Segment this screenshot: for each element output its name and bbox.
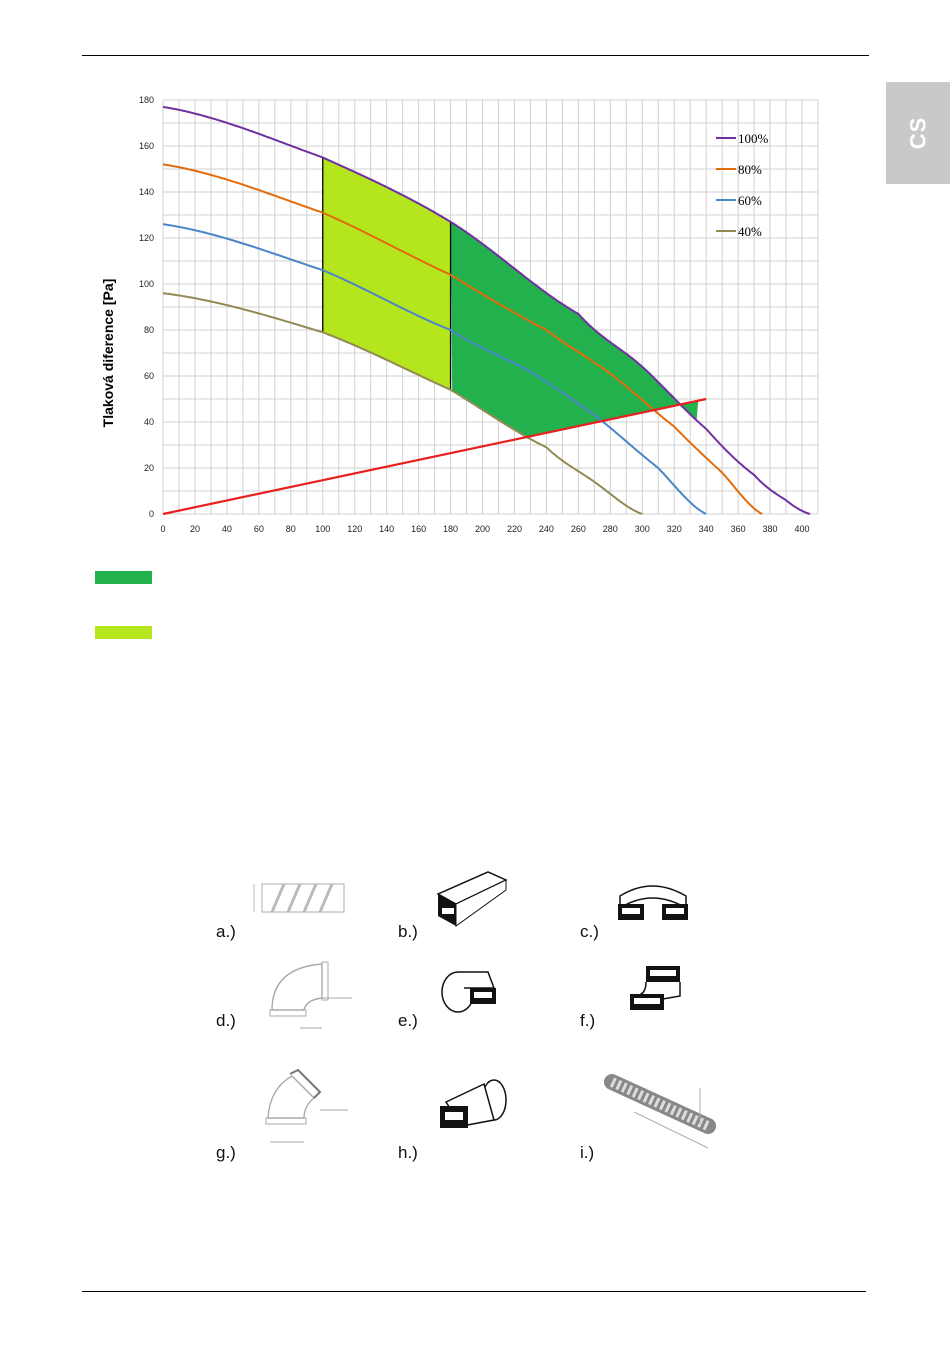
fitting-label-e: e.) (398, 1011, 418, 1030)
flat-bend-horizontal-icon (612, 876, 694, 924)
y-tick-label: 100 (138, 279, 154, 289)
x-tick-label: 40 (221, 524, 232, 534)
x-tick-label: 260 (570, 524, 586, 534)
x-tick-label: 60 (253, 524, 264, 534)
x-tick-label: 360 (730, 524, 746, 534)
x-tick-label: 0 (160, 524, 166, 534)
fitting-label-g: g.) (216, 1143, 236, 1162)
flat-duct-icon (432, 868, 512, 930)
x-tick-label: 200 (474, 524, 491, 534)
flexible-duct-icon (604, 1068, 716, 1152)
x-tick-label: 380 (762, 524, 778, 534)
y-tick-label: 0 (148, 509, 154, 519)
spiral-duct-icon (250, 876, 350, 921)
y-tick-label: 160 (138, 141, 154, 151)
y-axis-label: Tlaková diference [Pa] (100, 278, 116, 428)
language-tab: CS (886, 82, 950, 184)
flat-bend-vertical-icon (626, 960, 690, 1020)
fitting-label-b: b.) (398, 922, 418, 941)
legend-label: 40% (738, 224, 762, 239)
x-tick-label: 320 (666, 524, 682, 534)
x-tick-label: 220 (506, 524, 522, 534)
fitting-label-c: c.) (580, 922, 599, 941)
x-tick-label: 280 (602, 524, 618, 534)
round-bend-45-icon (262, 1068, 356, 1152)
x-tick-label: 340 (698, 524, 714, 534)
flat-to-round-bend-icon (436, 962, 500, 1016)
footer-rule (82, 1291, 866, 1292)
fitting-label-h: h.) (398, 1143, 418, 1162)
y-tick-label: 60 (143, 371, 154, 381)
x-tick-label: 100 (315, 524, 331, 534)
area-green (451, 222, 699, 437)
fitting-label-a: a.) (216, 922, 236, 941)
x-tick-label: 300 (634, 524, 650, 534)
fan-performance-chart (0, 0, 950, 560)
y-tick-label: 140 (138, 187, 154, 197)
legend-label: 100% (738, 131, 769, 146)
fitting-label-f: f.) (580, 1011, 596, 1030)
y-tick-label: 80 (143, 325, 154, 335)
y-tick-label: 40 (143, 417, 154, 427)
x-tick-label: 120 (347, 524, 363, 534)
y-tick-label: 120 (138, 233, 154, 243)
legend-swatch-lime (95, 626, 152, 639)
y-tick-label: 180 (138, 95, 154, 105)
round-bend-90-icon (262, 958, 354, 1038)
fitting-label-d: d.) (216, 1011, 236, 1030)
legend-swatch-green (95, 571, 152, 584)
x-tick-label: 80 (285, 524, 296, 534)
y-tick-label: 20 (143, 463, 154, 473)
x-tick-label: 180 (443, 524, 459, 534)
fitting-label-i: i.) (580, 1143, 595, 1162)
x-tick-label: 160 (411, 524, 427, 534)
x-tick-label: 400 (794, 524, 810, 534)
flat-to-round-adapter-icon (436, 1076, 512, 1134)
x-tick-label: 20 (189, 524, 200, 534)
legend-label: 80% (738, 162, 762, 177)
x-tick-label: 140 (379, 524, 395, 534)
legend-label: 60% (738, 193, 762, 208)
x-tick-label: 240 (538, 524, 554, 534)
